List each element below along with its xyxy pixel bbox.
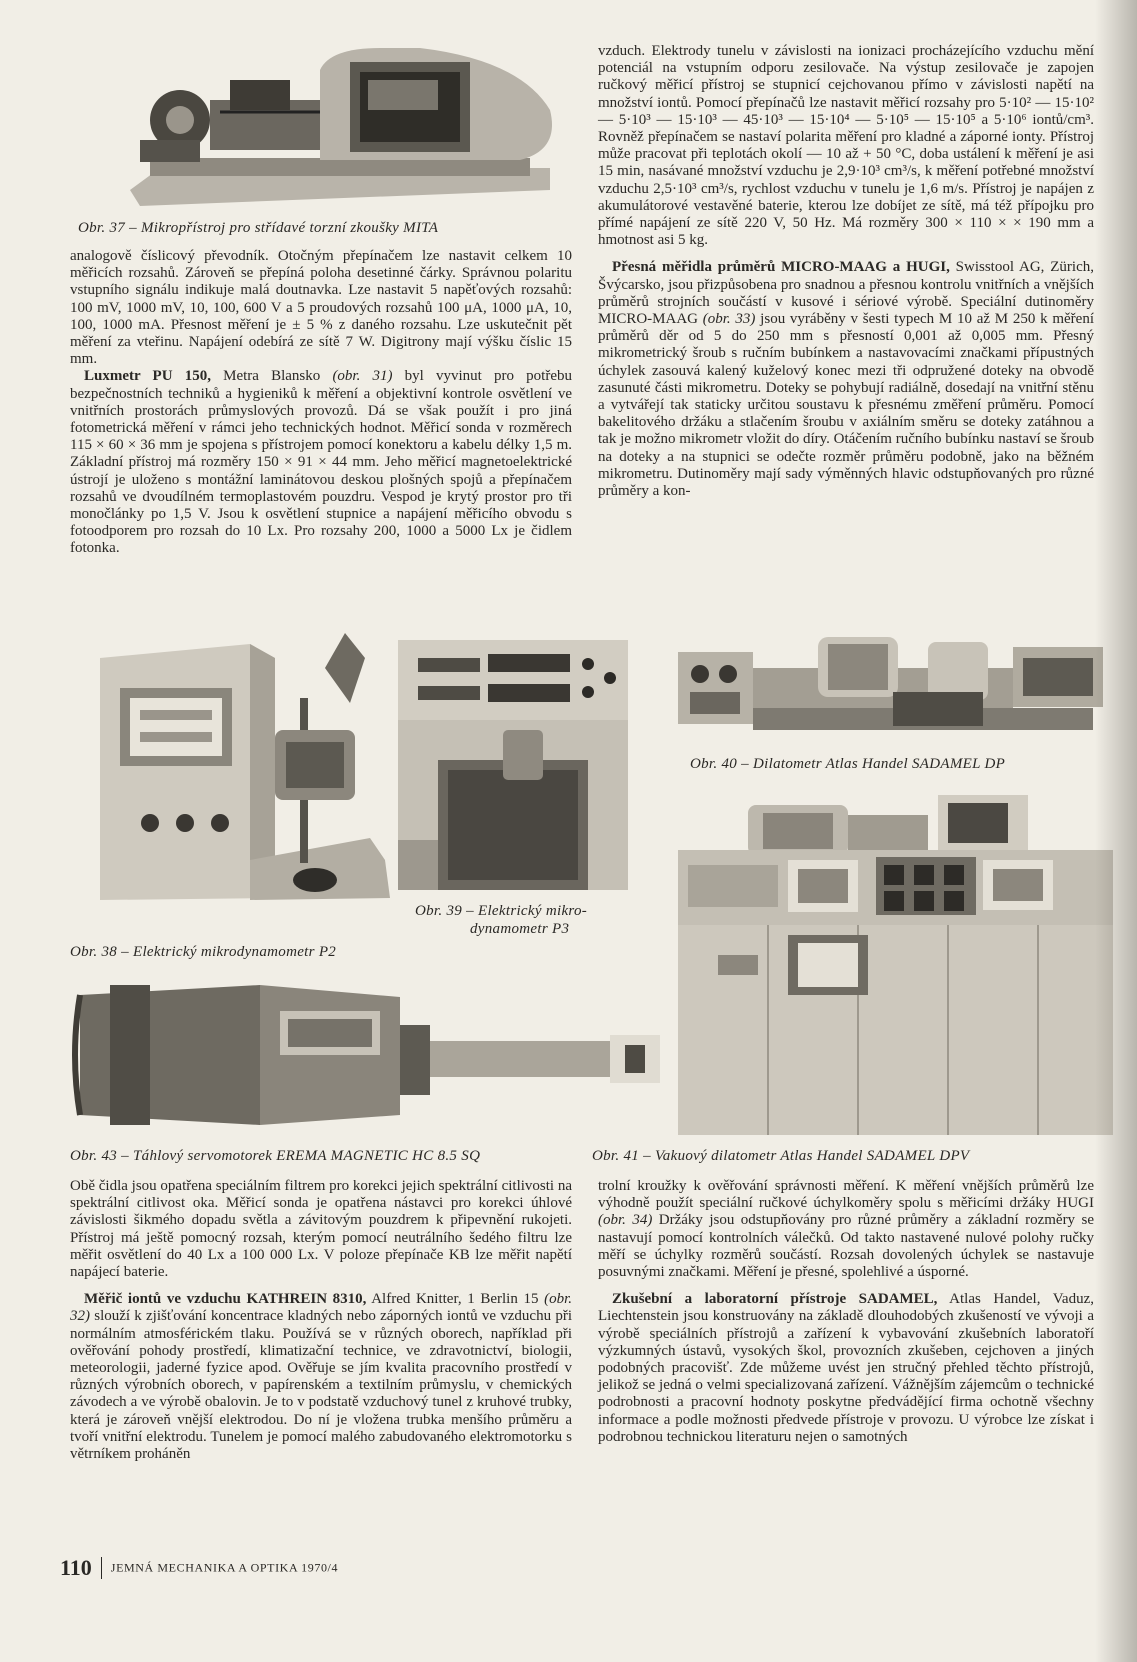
right-column-top — [598, 43, 1094, 500]
product-heading: Zkušební a laboratorní přístroje SADAMEL, — [612, 1291, 938, 1308]
paragraph-text: Atlas Handel, Vaduz, Liechtenstein jsou konstruovány na základě dlouhodobých zkušeností ve vývoji a výrobě speciálních přístrojů a zařízení k vybavování zkušebních laboratoří výzkumných ústavů, vysokých škol, provozních zkušeben, cejchoven a jiných podobných pracovišť. Zde můžeme uvést jen stručný přehled těchto přístrojů, jelikož se jedná o velmi specializovaná zařízení. Vážnějším zájemcům o technické podrobnosti a pracovní hodnoty poskytne předvádějící firma ochotně všechny informace a podle možnosti předvede přístroje v provozu. U výrobce lze získat i podrobnou technickou literaturu nejen o samotných — [598, 1291, 1094, 1445]
page-number: 110 — [60, 1555, 92, 1580]
paragraph: vzduch. Elektrody tunelu v závislosti na ionizaci procházejícího vzduchu mění potenciál na vstupním odporu zesilovače. Na výstup zesilovače je zapojen ručkový měřicí přístroj se stupnicí cejchovanou přímo v závislosti napětí na množství iontů. Pomocí přepínačů lze nastavit měřicí rozsahy pro 5·10² — 15·10² — 5·10³ — 15·10³ — 45·10³ — 15·10⁴ — 5·10⁵ — 15·10⁵ a 5·10⁶ iontů/cm³. Rovněž přepínačem se nastaví polarita měření pro kladné a záporné ionty. Přístroj může pracovat při teplotách okolí — 10 až + 50 °C, doba ustálení k měření je asi 15 min, nasávané množství vzduchu je 2,9·10³ cm³/s, k měření potřebné množství vzduchu 2,5·10³ cm³/s, rychlost vzduchu v tunelu je 1,6 m/s. Přístroj je napájen z akumulátorové vestavěné baterie, kterou lze dobíjet ze sítě, má též přípojku pro přímé napájení ze sítě 220 V, 50 Hz. Má rozměry 300 × 110 × × 190 mm a hmotnost asi 5 kg. — [598, 43, 1094, 249]
product-heading: Luxmetr PU 150, — [84, 368, 211, 385]
product-heading: Měřič iontů ve vzduchu KATHREIN 8310, — [84, 1291, 367, 1308]
paragraph-text: slouží k zjišťování koncentrace kladných nebo záporných iontů ve vzduchu při normálním atmosférickém tlaku. Používá se v různých oborech, například při ověřování pohody prostředí, klimatizační technice, ve zdravotnictví, biologii, meteorologii, jaderné fyzice apod. Ověřuje se jím kvalita pracovního prostředí v různých výrobních oborech, v papírenském a textilním průmyslu, v chemických závodech a ve výrobě obalovin. Je to v podstatě vzduchový tunel z kruhové trubky, která je zároveň vnější elektrodou. Do ní je vložena trubka menšího průměru a tvoří vnitřní elektrodu. Tunelem je pomocí malého zabudovaného elektromotorku s větrníkem proháněn — [70, 1308, 572, 1463]
paragraph-text: trolní kroužky k ověřování správnosti měření. K měření vnějších průměrů lze výhodně použít speciální ručkové úchylkoměry spolu s měřicími držáky HUGI — [598, 1178, 1094, 1212]
paragraph-text: Alfred Knitter, 1 Berlin 15 — [366, 1291, 545, 1308]
caption-figure-41: Obr. 41 – Vakuový dilatometr Atlas Handel SADAMEL DPV — [592, 1148, 970, 1164]
page-footer — [60, 1555, 338, 1581]
left-column-top — [70, 248, 572, 558]
caption-figure-40: Obr. 40 – Dilatometr Atlas Handel SADAMEL DP — [690, 756, 1006, 772]
paragraph: analogově číslicový převodník. Otočným přepínačem lze nastavit celkem 10 měřicích rozsahů. Zároveň se přepíná poloha desetinné čárky. Správnou polaritu vstupního signálu indikuje malá doutnavka. Lze nastavit 5 napěťových rozsahů: 100 mV, 1000 mV, 10, 100, 600 V a 5 proudových rozsahů 100 μA, 1000 μA, 10, 100, 1000 mA. Přesnost měření je ± 5 % z daného rozsahu. Lze uskutečnit pět měření za vteřinu. Napájení odebírá ze sítě 7 W. Digitrony mají výšku číslic 15 mm. — [70, 248, 572, 368]
caption-figure-39-line1: Obr. 39 – Elektrický mikro- — [415, 903, 588, 919]
journal-title: JEMNÁ MECHANIKA A OPTIKA 1970/4 — [110, 1560, 339, 1575]
product-heading: Přesná měřidla průměrů MICRO-MAAG a HUGI, — [612, 259, 950, 276]
paragraph-sadamel — [598, 1291, 1094, 1446]
right-column-bottom — [598, 1178, 1094, 1446]
paragraph-text: jsou vyráběny v šesti typech M 10 až M 250 k měření průměrů děr od 5 do 250 mm s přesností 0,001 až 0,005 mm. Přesný mikrometrický šroub s ručním bubínkem a nastavovacími značkami přípustných úchylek zasouvá kalený kuželový konec mezi tři odpružené doteky na obvodě zasunuté části mikrometru. Doteky se pohybují radiálně, dosedají na vnitřní stěnu a vytvářejí tak staticky určitou soustavu k přesnému změření průměru. Pomocí bakelitového držáku a stlačením šroubu v axiálním směru se doteky zatáhnou a tak je možno mikrometr vložit do díry. Otáčením ručního bubínku nastaví se šroub na doteky a na stupnici se odečte rozměr průměru podobně, jako na běžném mikrometru. Dutinoměry mají sady výměnných hlavic odstupňovaných pro různé průměry a kon- — [598, 311, 1095, 500]
paragraph-micro-maag — [598, 259, 1094, 500]
paragraph-text: Metra Blansko — [210, 368, 333, 385]
figure-reference: (obr. 31) — [332, 368, 393, 385]
page-edge-shadow — [1095, 0, 1137, 1662]
paragraph — [598, 1178, 1094, 1281]
figure-38-photo — [100, 628, 392, 918]
paragraph: Obě čidla jsou opatřena speciálním filtrem pro korekci jejich spektrální citlivosti na spektrální citlivost oka. Měřicí sonda je opatřena nástavci pro korekci úhlové závislosti šikmého dopadu světla a závitovým pouzdrem k připevnění rukojeti. Přístroj má ještě pomocný rozsah, kterým pomocí neutrálního šedého filtru lze měřit osvětlení do 40 Lx a 100 000 Lx. V poloze přepínače KB lze měřit napětí napájecí baterie. — [70, 1178, 572, 1281]
left-column-bottom — [70, 1178, 572, 1463]
figure-40-photo — [678, 632, 1133, 740]
figure-reference: (obr. 34) — [598, 1212, 653, 1229]
paragraph-luxmetr — [70, 368, 572, 557]
footer-divider — [101, 1557, 102, 1579]
paragraph-text: Držáky jsou odstupňovány pro různé průměry a základní rozměry se nastavují pomocí kontrolních válečků. Od takto nastavené nulové polohy ručky měří se úchylky rozměrů součástí. Rozsah dovolených úchylek se nastavuje posuvnými značkami. Měření je přesné, spolehlivé a úsporné. — [598, 1212, 1094, 1281]
figure-41-photo — [678, 795, 1113, 1140]
paragraph-text: byl vyvinut pro potřebu bezpečnostních techniků a hygieniků k měření a objektivní kontrole osvětlení ve vnitřních prostorách průmyslových provozů. Dá se však použít i pro jiná fotometrická měření v rámci jeho technických hodnot. Měřicí sonda v rozměrech 115 × 60 × 36 mm je spojena s přístrojem pomocí konektoru a kabelu délky 1,5 m. Základní přístroj má rozměry 150 × 91 × 44 mm. Jeho měřicí magnetoelektrické ústrojí je uloženo s montážní laminátovou deskou plošných spojů a přepínačem rozsahů ve dvoudílném termoplastovém pouzdru. Vespod je krytý prostor pro tři monočlánky po 1,5 V. Jsou k osvětlení stupnice a napájení měřicího obvodu s fotoodporem pro rozsah do 10 Lx. Pro rozsahy 200, 1000 a 5000 Lx je čidlem fotonka. — [70, 368, 572, 557]
caption-figure-43: Obr. 43 – Táhlový servomotorek EREMA MAGNETIC HC 8.5 SQ — [70, 1148, 481, 1164]
caption-figure-37: Obr. 37 – Mikropřístroj pro střídavé torzní zkoušky MITA — [78, 220, 439, 236]
figure-43-photo — [70, 975, 670, 1135]
paragraph-kathrein — [70, 1291, 572, 1463]
figure-37-photo — [120, 40, 560, 208]
figure-39-photo — [398, 640, 628, 890]
figure-reference: (obr. 33) — [702, 311, 756, 328]
caption-figure-38: Obr. 38 – Elektrický mikrodynamometr P2 — [70, 944, 337, 960]
paragraph-text: Swisstool AG, Zürich, Švýcarsko, jsou přizpůsobena pro snadnou a přesnou kontrolu vnitřních a vnějších průměrů strojních součástí v kusové i sériové výrobě. Speciální dutinoměry MICRO-MAAG — [598, 259, 1094, 328]
figure-reference: (obr. 32) — [70, 1291, 572, 1325]
caption-figure-39-line2: dynamometr P3 — [470, 921, 570, 937]
